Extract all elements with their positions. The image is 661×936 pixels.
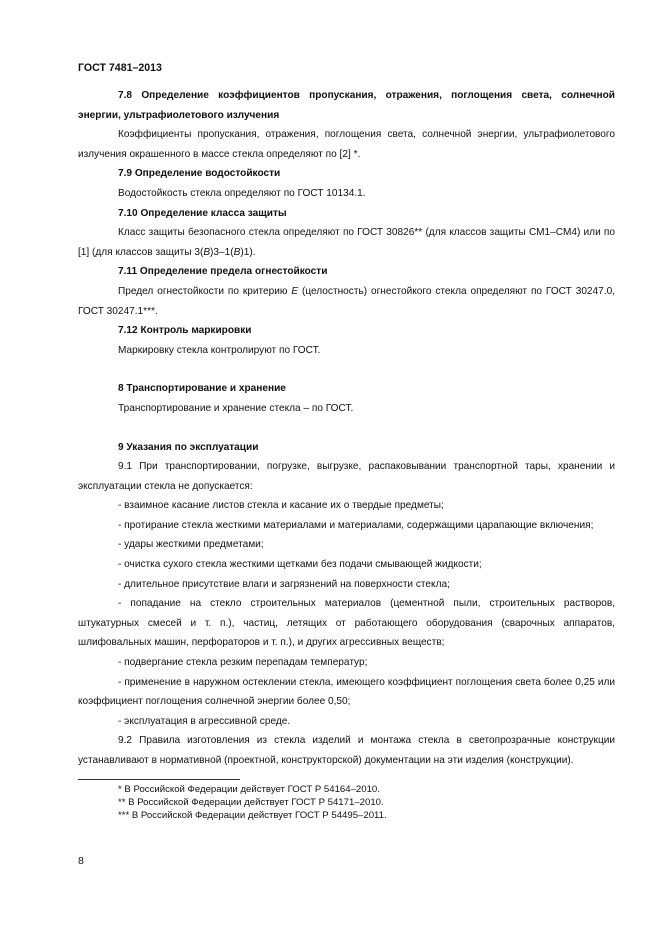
list-item: - попадание на стекло строительных материалов (цементной пыли, строительных растворов, штукатурных смесей и т. п.), частиц, летящих от работающего оборудования (сварочных аппаратов, шлифовальных машин, перфораторов и т. п.), и других агрессивных веществ; — [78, 598, 615, 649]
section-7-11-title: 7.11 Определение предела огнестойкости — [118, 266, 328, 278]
footnote-divider — [78, 779, 240, 780]
list-item: - взаимное касание листов стекла и касание их о твердые предметы; — [118, 500, 444, 512]
document-header: ГОСТ 7481–2013 — [78, 62, 162, 74]
section-7-11-text: Предел огнестойкости по критерию Е (целостность) огнестойкого стекла определяют по ГОСТ 30247.0, ГОСТ 30247.1***. — [78, 285, 615, 317]
list-item: - эксплуатация в агрессивной среде. — [118, 715, 291, 727]
section-7-10-title: 7.10 Определение класса защиты — [118, 207, 287, 219]
section-7-9-title: 7.9 Определение водостойкости — [118, 168, 281, 180]
section-7-8-text: Коэффициенты пропускания, отражения, поглощения света, солнечной энергии, ультрафиолетового излучения окрашенного в массе стекла определяют по [2] *. — [78, 129, 615, 160]
list-item: - удары жесткими предметами; — [118, 539, 264, 551]
footnote: * В Российской Федерации действует ГОСТ Р 54164–2010. — [118, 783, 380, 795]
footnote: *** В Российской Федерации действует ГОСТ Р 54495–2011. — [118, 809, 387, 821]
footnote: ** В Российской Федерации действует ГОСТ Р 54171–2010. — [118, 796, 384, 808]
list-item: - применение в наружном остеклении стекла, имеющего коэффициент поглощения света более 0,25 или коэффициент поглощения солнечной энергии более 0,50; — [78, 676, 615, 708]
list-item: - очистка сухого стекла жесткими щетками без подачи смывающей жидкости; — [118, 559, 482, 571]
section-9-title: 9 Указания по эксплуатации — [118, 441, 259, 453]
document-page — [78, 62, 615, 822]
section-8-title: 8 Транспортирование и хранение — [118, 383, 286, 395]
section-9-1-text: 9.1 При транспортировании, погрузке, выгрузке, распаковывании транспортной тары, хранении и эксплуатации стекла не допускается: — [78, 461, 615, 492]
section-7-10-text: Класс защиты безопасного стекла определяют по ГОСТ 30826** (для классов защиты СМ1–СМ4) или по [1] (для классов защиты 3(В)3–1(В)1). — [78, 227, 615, 258]
page-number: 8 — [78, 855, 84, 867]
list-item: - длительное присутствие влаги и загрязнений на поверхности стекла; — [118, 578, 450, 590]
section-7-12-text: Маркировку стекла контролируют по ГОСТ. — [118, 344, 321, 356]
section-7-8-title: 7.8 Определение коэффициентов пропускания, отражения, поглощения света, солнечной энергии, ультрафиолетового излучения — [78, 90, 615, 121]
section-8-text: Транспортирование и хранение стекла – по ГОСТ. — [118, 402, 354, 414]
list-item: - подвергание стекла резким перепадам температур; — [118, 657, 368, 669]
list-item: - протирание стекла жесткими материалами и материалами, содержащими царапающие включения; — [118, 519, 594, 531]
section-7-12-title: 7.12 Контроль маркировки — [118, 325, 252, 337]
section-9-2-text: 9.2 Правила изготовления из стекла изделий и монтажа стекла в светопрозрачные конструкции устанавливают в нормативной (проектной, конструкторской) документации на эти изделия (конструкции). — [78, 735, 615, 766]
section-7-9-text: Водостойкость стекла определяют по ГОСТ 10134.1. — [118, 187, 366, 199]
